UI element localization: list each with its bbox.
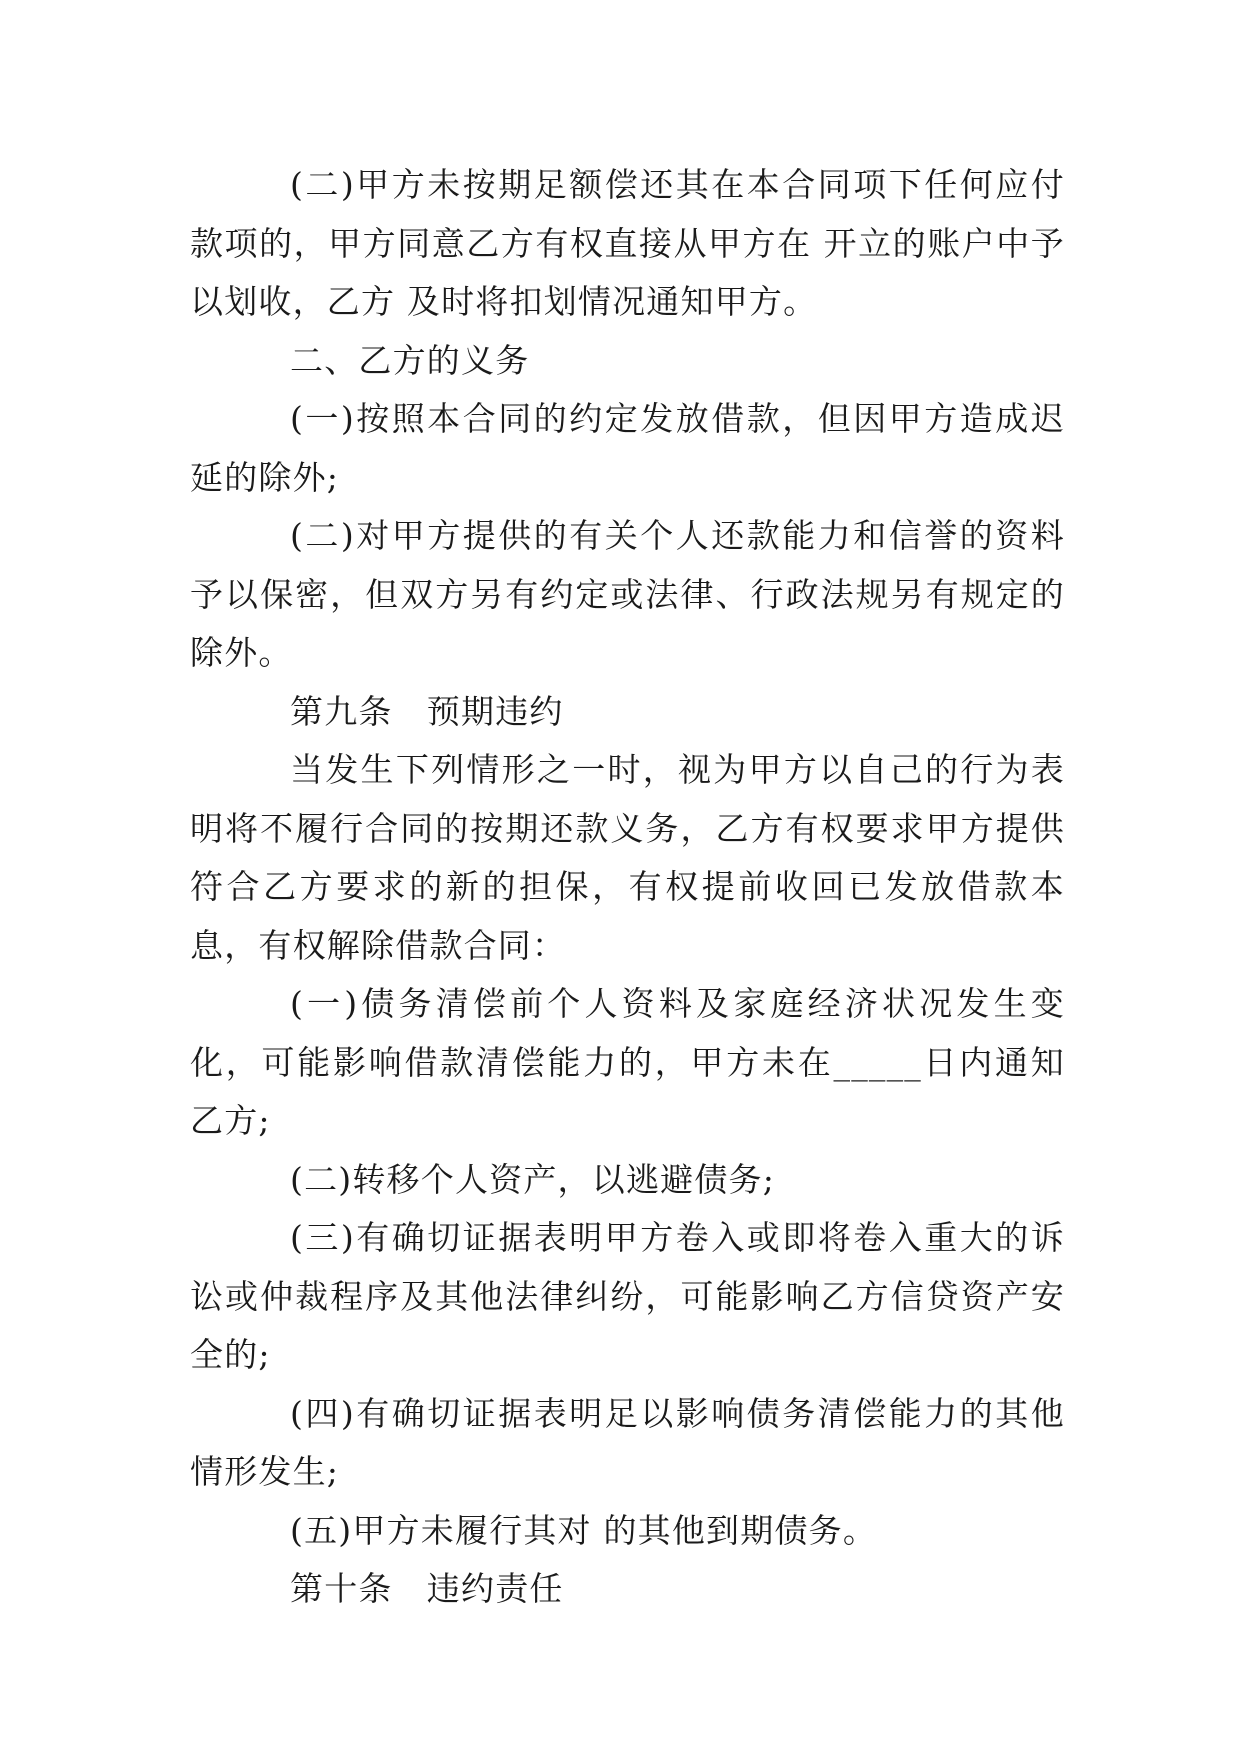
heading-article-10: 第十条 违约责任	[290, 1569, 564, 1608]
list-item-4: (四)有确切证据表明足以影响债务清偿能力的其他情形发生;	[190, 1393, 1065, 1491]
paragraph-loan-disbursement: (一)按照本合同的约定发放借款，但因甲方造成迟延的除外;	[190, 399, 1065, 497]
heading-party-b-obligations: 二、乙方的义务	[290, 340, 530, 380]
list-item-2: (二)转移个人资产，以逃避债务;	[290, 1159, 776, 1199]
paragraph-repayment-deduction: (二)甲方未按期足额偿还其在本合同项下任何应付款项的，甲方同意乙方有权直接从甲方在 开立的账户中予以划收，乙方 及时将扣划情况通知甲方。	[190, 165, 1065, 321]
list-item-1: (一)债务清偿前个人资料及家庭经济状况发生变化，可能影响借款清偿能力的，甲方未在_____日内通知乙方;	[190, 984, 1065, 1140]
document-body	[190, 156, 1065, 1619]
list-item-5: (五)甲方未履行其对 的其他到期债务。	[290, 1510, 878, 1550]
paragraph-anticipatory-breach: 当发生下列情形之一时，视为甲方以自己的行为表明将不履行合同的按期还款义务，乙方有权要求甲方提供符合乙方要求的新的担保，有权提前收回已发放借款本息，有权解除借款合同：	[190, 750, 1065, 965]
list-item-3: (三)有确切证据表明甲方卷入或即将卷入重大的诉讼或仲裁程序及其他法律纠纷，可能影响乙方信贷资产安全的;	[190, 1218, 1065, 1374]
paragraph-confidentiality: (二)对甲方提供的有关个人还款能力和信誉的资料予以保密，但双方另有约定或法律、行政法规另有规定的除外。	[190, 516, 1065, 672]
heading-article-9: 第九条 预期违约	[290, 691, 564, 731]
